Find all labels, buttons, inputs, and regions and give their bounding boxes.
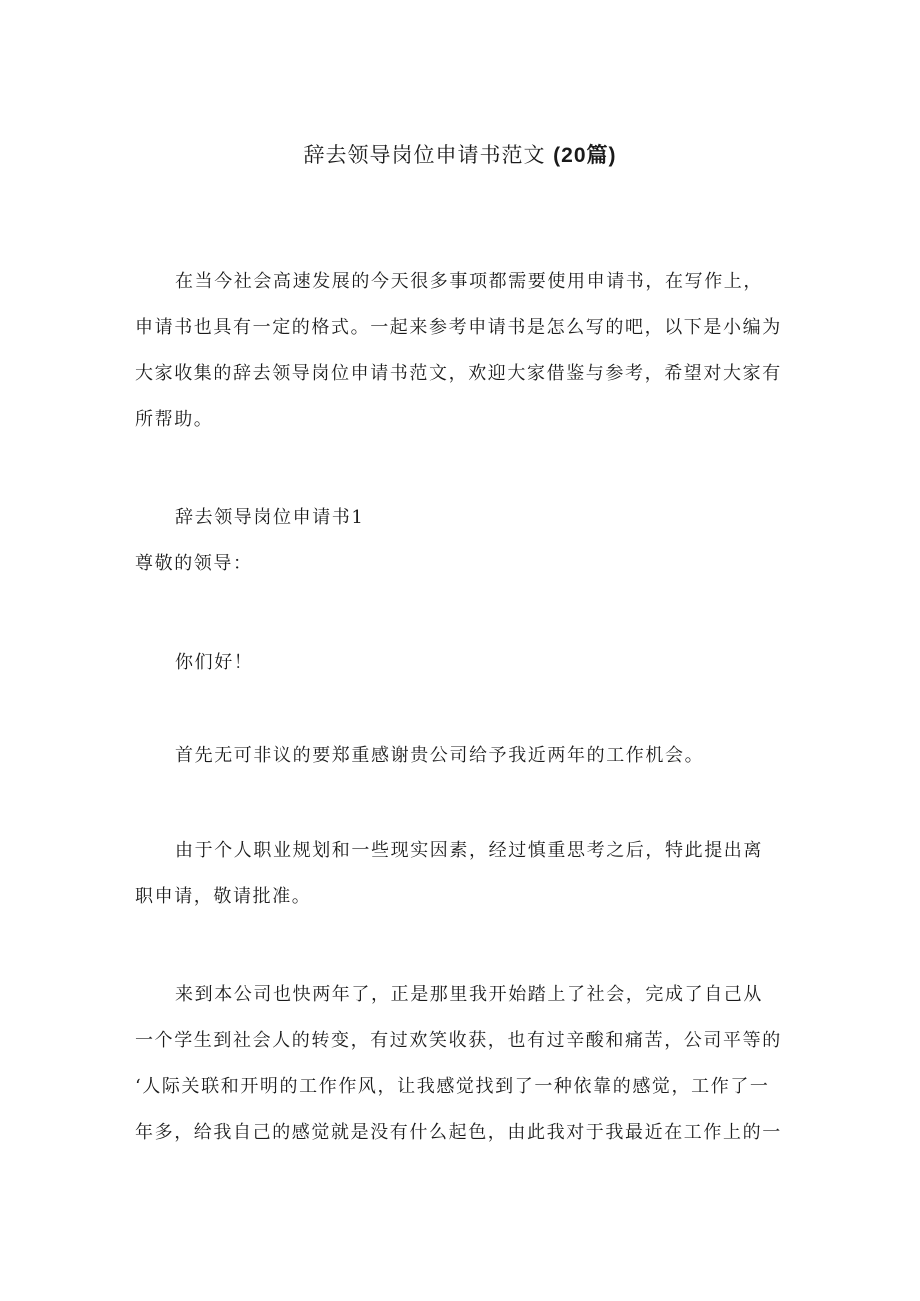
reason-paragraph (135, 828, 787, 920)
reason-line: 职申请，敬请批准。 (135, 886, 312, 907)
intro-line: 申请书也具有一定的格式。一起来参考申请书是怎么写的吧，以下是小编为 (135, 317, 782, 338)
intro-line: 大家收集的辞去领导岗位申请书范文，欢迎大家借鉴与参考，希望对大家有 (135, 363, 782, 384)
title-suffix: (20篇) (553, 144, 617, 167)
experience-line: 一个学生到社会人的转变，有过欢笑收获，也有过辛酸和痛苦，公司平等的 (135, 1030, 782, 1051)
intro-line: 在当今社会高速发展的今天很多事项都需要使用申请书，在写作上， (175, 271, 763, 292)
salutation: 尊敬的领导： (135, 553, 253, 574)
experience-line: ‘人际关联和开明的工作作风，让我感觉找到了一种依靠的感觉，工作了一 (135, 1076, 770, 1097)
title-main: 辞去领导岗位申请书范文 (303, 143, 546, 167)
section-heading-block (135, 495, 787, 587)
greeting: 你们好！ (175, 652, 254, 673)
thanks-line: 首先无可非议的要郑重感谢贵公司给予我近两年的工作机会。 (175, 745, 705, 766)
intro-paragraph (135, 259, 787, 443)
experience-line: 年多，给我自己的感觉就是没有什么起色，由此我对于我最近在工作上的一 (135, 1122, 782, 1143)
thanks-paragraph (135, 733, 787, 779)
reason-line: 由于个人职业规划和一些现实因素，经过慎重思考之后，特此提出离 (175, 840, 763, 861)
experience-line: 来到本公司也快两年了，正是那里我开始踏上了社会，完成了自己从 (175, 984, 763, 1005)
document-title (0, 140, 920, 171)
intro-line: 所帮助。 (135, 409, 214, 430)
greeting-block (135, 640, 787, 686)
section-heading: 辞去领导岗位申请书1 (175, 507, 365, 528)
experience-paragraph (135, 972, 787, 1156)
